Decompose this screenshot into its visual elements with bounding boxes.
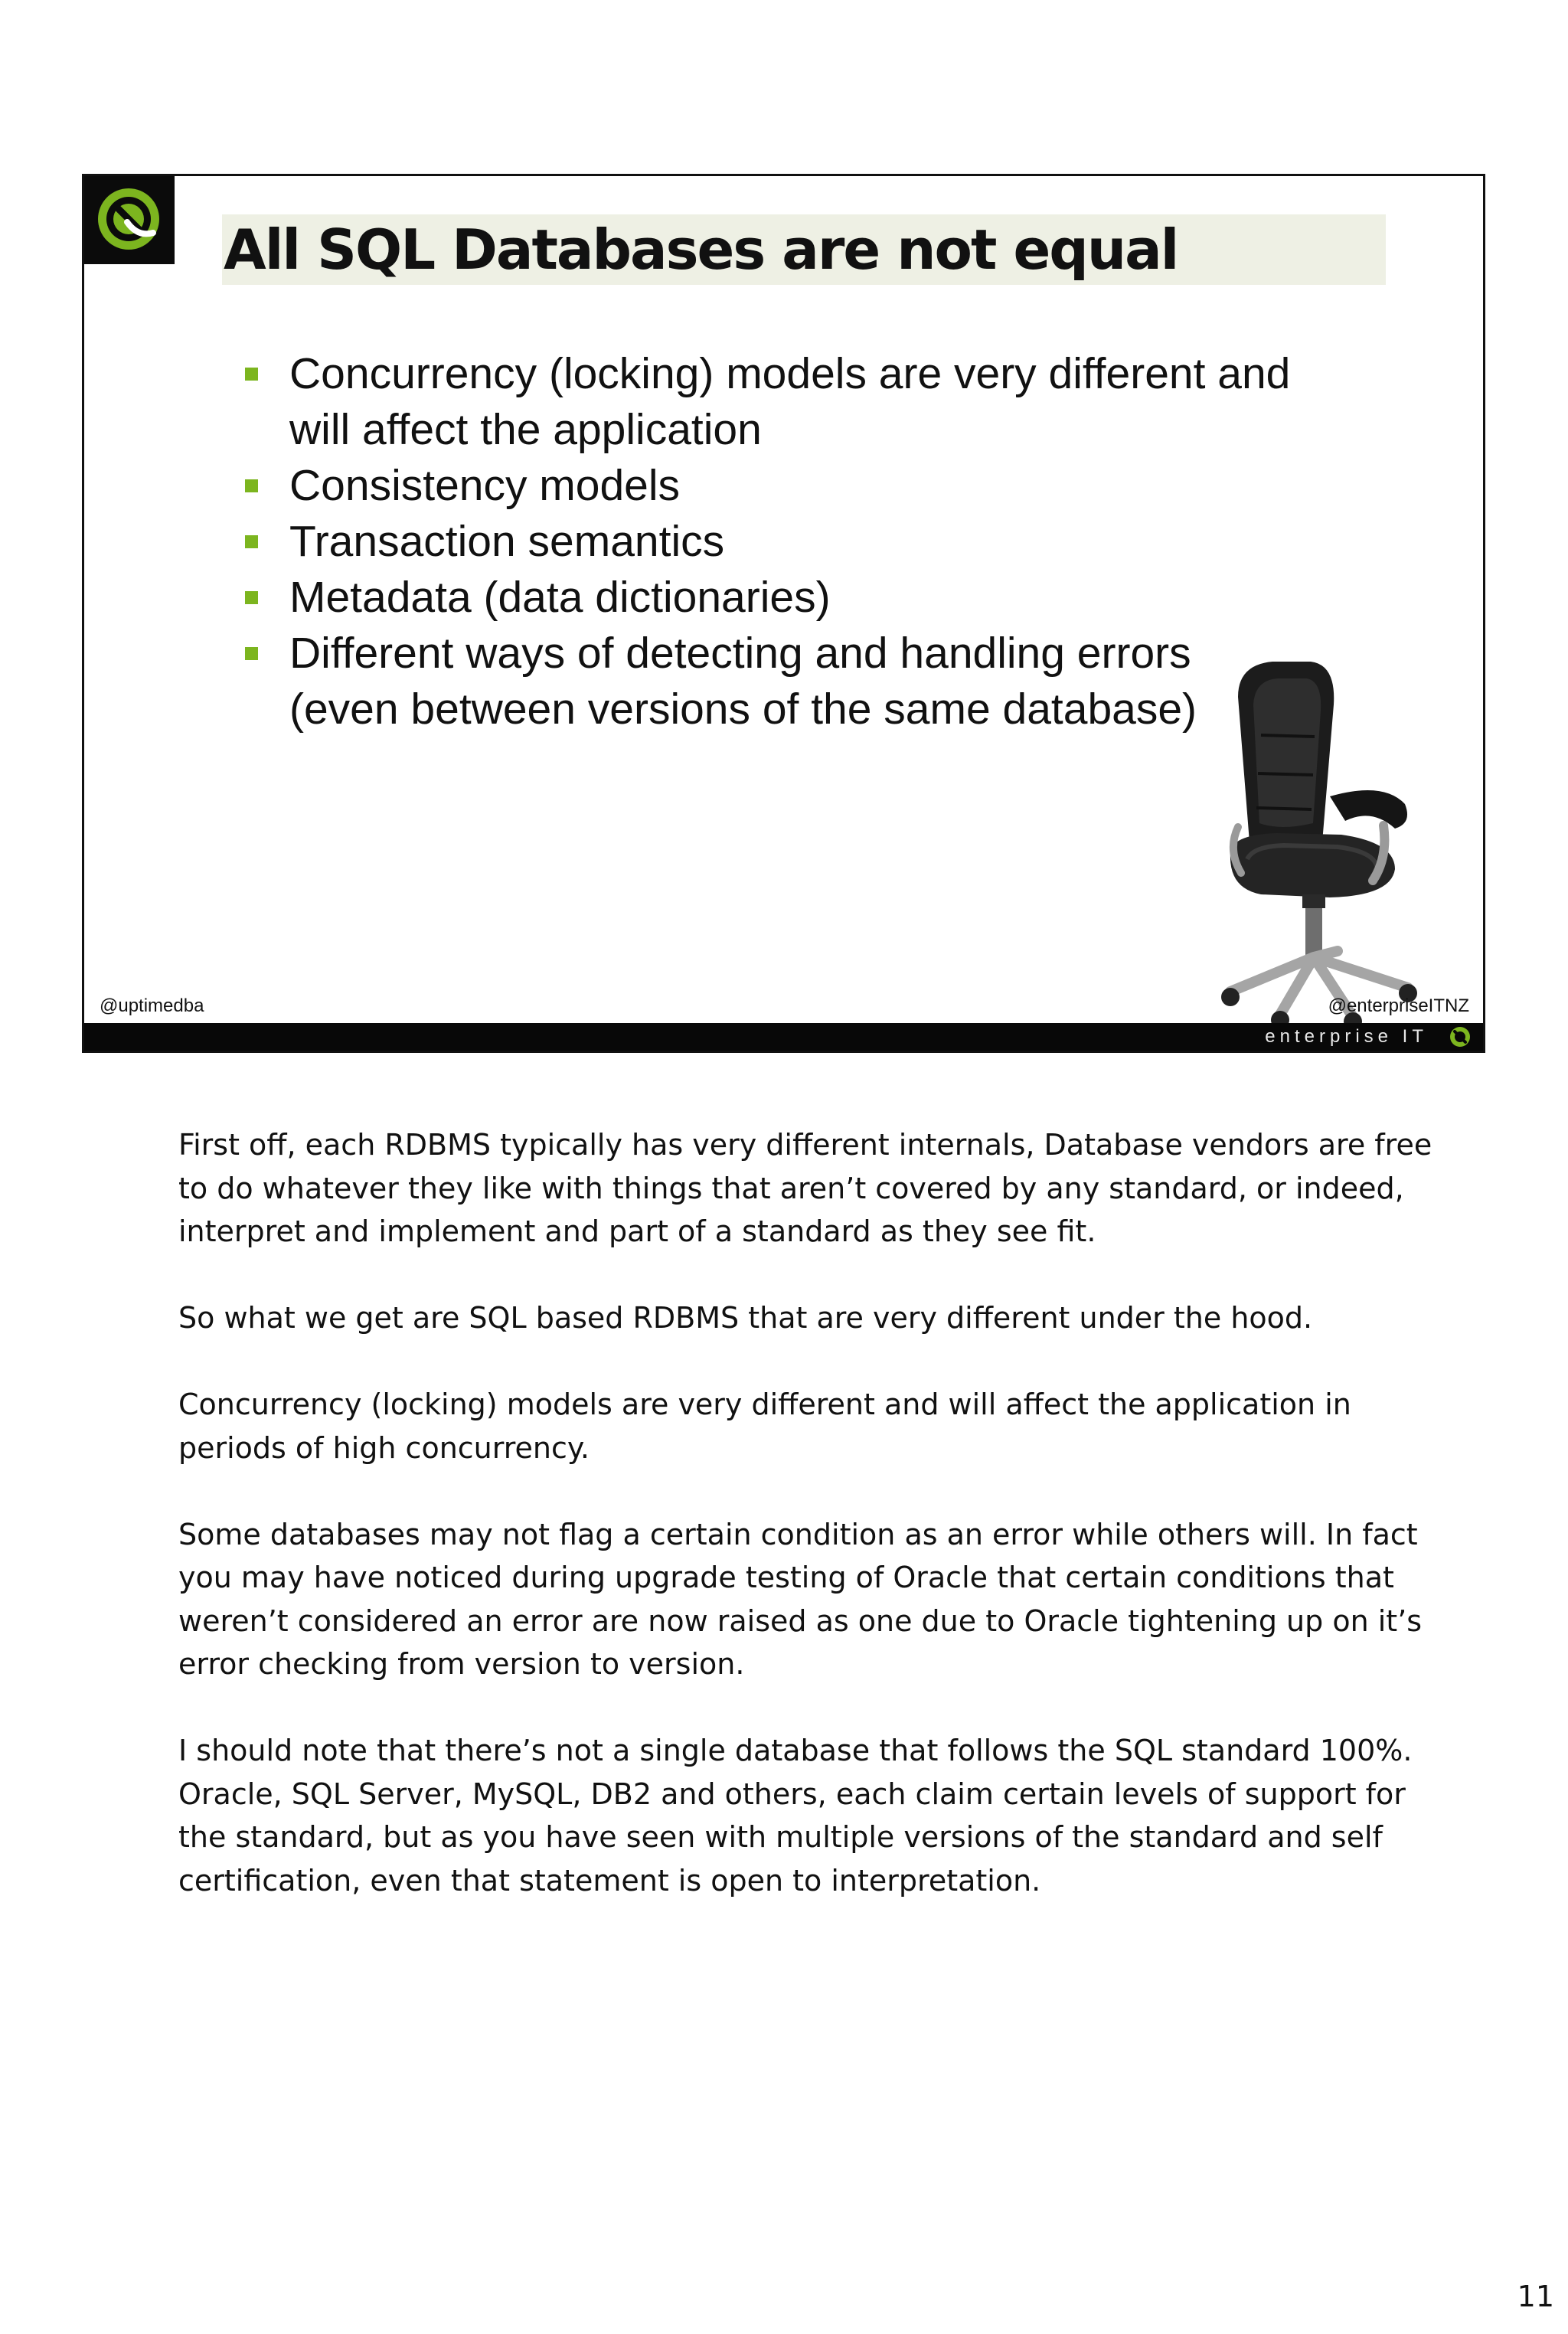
page-number: 11 [1517, 2280, 1554, 2313]
bullet-square-icon [245, 368, 258, 381]
bullet-item [237, 626, 1294, 737]
bullet-item [237, 346, 1294, 458]
slide-footer-bar [84, 1023, 1483, 1051]
notes-paragraph: First off, each RDBMS typically has very different internals, Database vendors are free to do whatever they like with things that aren’t covered by any standard, or indeed, interpret and implement and part of a standard as they see fit. [178, 1128, 1432, 1248]
enterprise-it-logo-icon [84, 176, 175, 264]
slide-frame [82, 174, 1485, 1053]
slide-title: All SQL Databases are not equal [224, 217, 1178, 282]
notes-paragraph: Some databases may not flag a certain condition as an error while others will. In fact you may have noticed during upgrade testing of Oracle that certain conditions that weren’t considered an error are now raised as one due to Oracle tightening up on it’s error checking from version to version. [178, 1517, 1423, 1681]
bullet-text: Transaction semantics [289, 517, 725, 566]
twitter-handle-right: @enterpriseITNZ [1328, 995, 1469, 1016]
notes-paragraph: Concurrency (locking) models are very different and will affect the application in periods of high concurrency. [178, 1388, 1351, 1465]
notes-paragraph: So what we get are SQL based RDBMS that are very different under the hood. [178, 1301, 1313, 1335]
speaker-notes [178, 1123, 1434, 1946]
bullet-square-icon [245, 479, 258, 492]
enterprise-it-logo-icon [1446, 1025, 1474, 1048]
bullet-square-icon [245, 591, 258, 604]
bullet-item [237, 570, 1294, 626]
twitter-handle-left: @uptimedba [100, 995, 204, 1016]
footer-brand-text: enterprise IT [1265, 1026, 1428, 1047]
bullet-text: Concurrency (locking) models are very different and will affect the application [289, 349, 1291, 454]
bullet-item [237, 514, 1294, 570]
notes-paragraph: I should note that there’s not a single database that follows the SQL standard 100%. Oracle, SQL Server, MySQL, DB2 and others, each claim certain levels of support for the standard, but as you have seen with multiple versions of the standard and self certification, even that statement is open to interpretation. [178, 1734, 1413, 1898]
bullet-text: Metadata (data dictionaries) [289, 573, 831, 622]
bullet-text: Consistency models [289, 461, 681, 510]
bullet-item [237, 458, 1294, 514]
bullet-square-icon [245, 535, 258, 548]
bullet-list [237, 346, 1294, 737]
office-chair-image [1207, 651, 1437, 1034]
bullet-square-icon [245, 647, 258, 660]
bullet-text: Different ways of detecting and handling errors (even between versions of the same database) [289, 629, 1197, 734]
